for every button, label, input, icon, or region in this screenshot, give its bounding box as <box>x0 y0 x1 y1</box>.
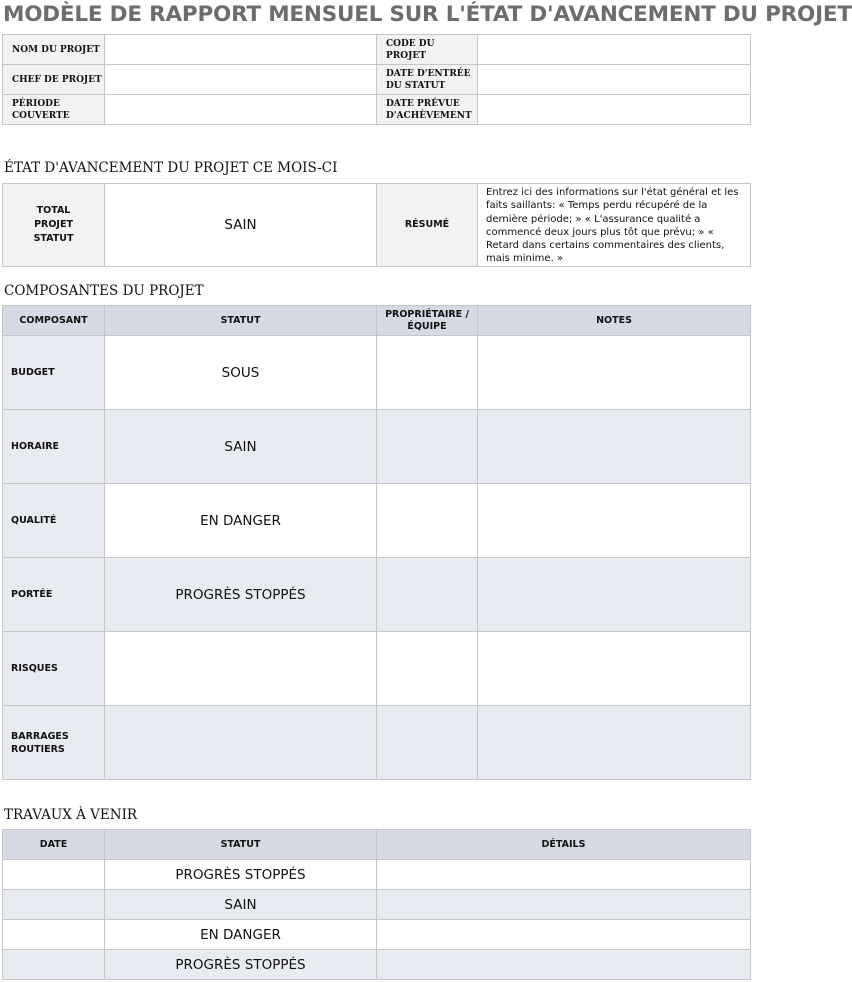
status-date-field[interactable] <box>478 65 751 95</box>
table-row <box>3 558 751 632</box>
status-table <box>2 183 751 267</box>
manager-field[interactable] <box>105 65 377 95</box>
upcoming-details[interactable] <box>377 860 751 890</box>
col-header-notes: NOTES <box>478 306 751 336</box>
upcoming-status[interactable]: SAIN <box>105 890 377 920</box>
component-owner[interactable] <box>377 410 478 484</box>
period-label: PÉRIODE COUVERTE <box>3 95 105 125</box>
table-row <box>3 950 751 980</box>
project-code-field[interactable] <box>478 35 751 65</box>
component-name: QUALITÉ <box>3 484 105 558</box>
table-row <box>3 920 751 950</box>
table-row <box>3 632 751 706</box>
project-code-label: CODE DU PROJET <box>377 35 478 65</box>
upcoming-heading: TRAVAUX À VENIR <box>4 807 138 823</box>
table-row <box>3 336 751 410</box>
completion-field[interactable] <box>478 95 751 125</box>
table-row <box>3 410 751 484</box>
component-name: BUDGET <box>3 336 105 410</box>
component-name: BARRAGES ROUTIERS <box>3 706 105 780</box>
completion-label: DATE PRÉVUE D'ACHÈVEMENT <box>377 95 478 125</box>
page-title: MODÈLE DE RAPPORT MENSUEL SUR L'ÉTAT D'AVANCEMENT DU PROJET <box>3 2 852 27</box>
table-row <box>3 706 751 780</box>
component-notes[interactable] <box>478 706 751 780</box>
manager-label: CHEF DE PROJET <box>3 65 105 95</box>
upcoming-details[interactable] <box>377 950 751 980</box>
components-table <box>2 305 751 780</box>
upcoming-details[interactable] <box>377 890 751 920</box>
component-notes[interactable] <box>478 336 751 410</box>
project-info-table <box>2 34 751 125</box>
component-notes[interactable] <box>478 632 751 706</box>
upcoming-status[interactable]: PROGRÈS STOPPÉS <box>105 860 377 890</box>
upcoming-status[interactable]: EN DANGER <box>105 920 377 950</box>
period-field[interactable] <box>105 95 377 125</box>
table-row <box>3 890 751 920</box>
col-header-status: STATUT <box>105 306 377 336</box>
upcoming-date[interactable] <box>3 920 105 950</box>
component-name: RISQUES <box>3 632 105 706</box>
component-owner[interactable] <box>377 558 478 632</box>
summary-label: RÉSUMÉ <box>377 184 478 267</box>
summary-text[interactable]: Entrez ici des informations sur l'état général et les faits saillants: « Temps perdu récupéré de la dernière période; » « L'assurance qualité a commencé deux jours plus tôt que prévu; » « Retard dans certains commentaires des clients, mais minime. » <box>478 184 751 267</box>
component-owner[interactable] <box>377 706 478 780</box>
component-owner[interactable] <box>377 632 478 706</box>
table-row <box>3 860 751 890</box>
component-name: HORAIRE <box>3 410 105 484</box>
col-header-details: DÉTAILS <box>377 830 751 860</box>
component-notes[interactable] <box>478 558 751 632</box>
col-header-date: DATE <box>3 830 105 860</box>
upcoming-details[interactable] <box>377 920 751 950</box>
upcoming-date[interactable] <box>3 860 105 890</box>
component-name: PORTÉE <box>3 558 105 632</box>
component-owner[interactable] <box>377 484 478 558</box>
status-date-label: DATE D'ENTRÉE DU STATUT <box>377 65 478 95</box>
status-heading: ÉTAT D'AVANCEMENT DU PROJET CE MOIS-CI <box>4 160 338 176</box>
component-owner[interactable] <box>377 336 478 410</box>
component-status[interactable] <box>105 706 377 780</box>
upcoming-status[interactable]: PROGRÈS STOPPÉS <box>105 950 377 980</box>
component-status[interactable]: SOUS <box>105 336 377 410</box>
total-status-value[interactable]: SAIN <box>105 184 377 267</box>
total-status-label: TOTAL PROJET STATUT <box>3 184 105 267</box>
component-status[interactable]: EN DANGER <box>105 484 377 558</box>
component-status[interactable]: PROGRÈS STOPPÉS <box>105 558 377 632</box>
component-notes[interactable] <box>478 410 751 484</box>
upcoming-date[interactable] <box>3 890 105 920</box>
table-row <box>3 484 751 558</box>
upcoming-date[interactable] <box>3 950 105 980</box>
col-header-status: STATUT <box>105 830 377 860</box>
component-notes[interactable] <box>478 484 751 558</box>
col-header-component: COMPOSANT <box>3 306 105 336</box>
project-name-field[interactable] <box>105 35 377 65</box>
component-status[interactable] <box>105 632 377 706</box>
component-status[interactable]: SAIN <box>105 410 377 484</box>
components-heading: COMPOSANTES DU PROJET <box>4 283 204 299</box>
project-name-label: NOM DU PROJET <box>3 35 105 65</box>
upcoming-table <box>2 829 751 980</box>
col-header-owner: PROPRIÉTAIRE / ÉQUIPE <box>377 306 478 336</box>
